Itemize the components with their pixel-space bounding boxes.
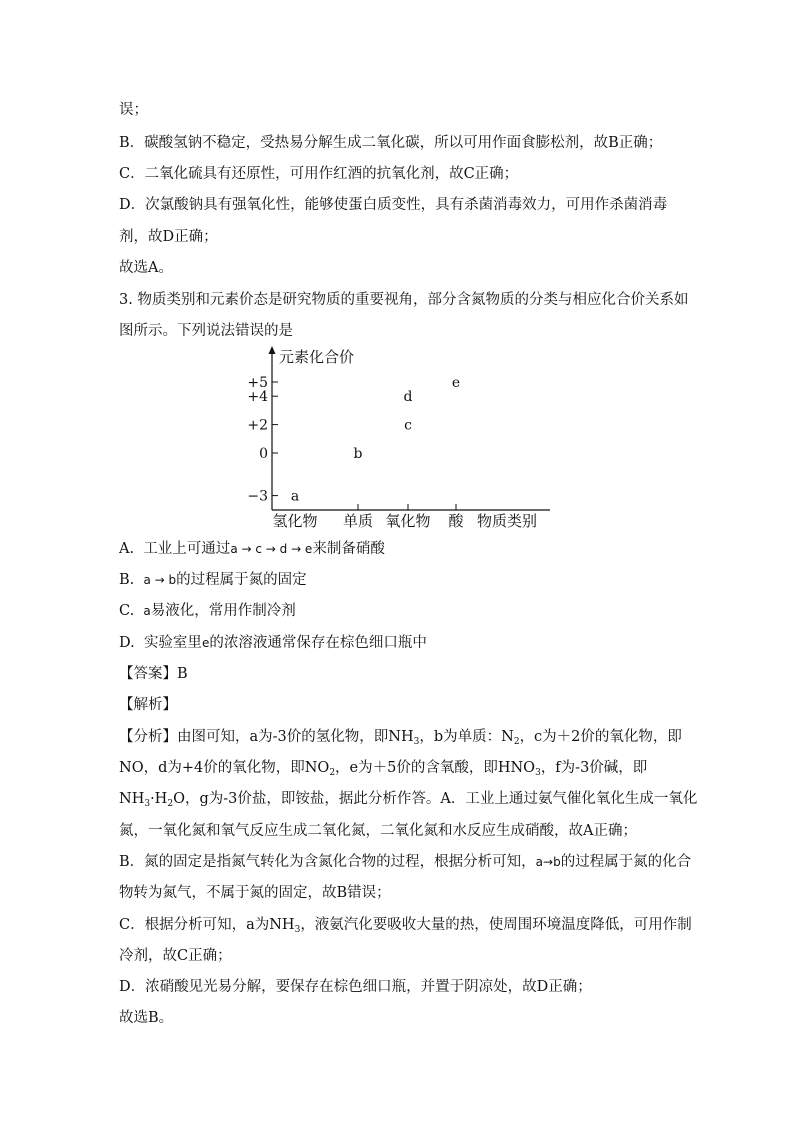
subscript: 2 [329, 768, 336, 778]
text-line: B．碳酸氢钠不稳定，受热易分解生成二氧化碳，所以可用作面食膨松剂，故B正确； [119, 135, 663, 151]
option-variable: a [143, 604, 151, 618]
analysis-text: NO，d为+4价的氧化物，即NO [119, 760, 330, 776]
text-line: 误； [119, 102, 148, 118]
subscript: 3 [413, 737, 420, 747]
y-tick-label: 0 [259, 446, 268, 462]
question-stem: 3. 物质类别和元素价态是研究物质的重要视角，部分含氮物质的分类与相应化合价关系如 [119, 292, 689, 308]
option-c [119, 601, 296, 621]
answer-line: 【答案】B [119, 666, 188, 682]
analysis-text: O，g为-3价盐，即铵盐，据此分析作答。A．工业上通过氨气催化氧化生成一氧化 [173, 791, 698, 807]
analysis-sequence: a→b [535, 855, 561, 869]
option-text: 的浓溶液通常保存在棕色细口瓶中 [209, 635, 427, 651]
subscript: 3 [144, 799, 151, 809]
analysis-text: C．根据分析可知，a为NH [119, 917, 295, 933]
data-point-c: c [404, 417, 412, 434]
subscript: 2 [167, 799, 174, 809]
analysis-text: ，e为＋5价的含氧酸，即HNO [335, 760, 536, 776]
option-text: 易液化，常用作制冷剂 [150, 603, 296, 619]
text-line: D．次氯酸钠具有强氧化性，能够使蛋白质变性，具有杀菌消毒效力，可用作杀菌消毒 [119, 197, 668, 213]
option-sequence: a → b [143, 573, 177, 587]
x-axis-label: 物质类别 [477, 512, 538, 530]
option-text: 实验室里 [143, 635, 202, 651]
text-line: 故选A。 [119, 260, 173, 276]
option-text: 工业上可通过 [143, 541, 231, 557]
option-label: B. [119, 572, 135, 588]
data-point-e: e [451, 375, 461, 391]
x-tick-label: 氧化物 [385, 512, 431, 530]
question-stem-cont: 图所示。下列说法错误的是 [119, 323, 293, 339]
analysis-label: 【分析】 [119, 729, 177, 745]
subscript: 2 [513, 737, 520, 747]
x-tick-label: 酸 [448, 512, 464, 530]
option-text: 来制备硝酸 [312, 541, 385, 557]
data-point-d: d [403, 389, 413, 406]
text-line: 剂，故D正确； [119, 229, 218, 245]
analysis-text: ，c为＋2价的氧化物，即 [519, 729, 682, 745]
subscript: 3 [294, 925, 301, 935]
option-b [119, 570, 307, 590]
option-label: A. [119, 541, 135, 557]
analysis-text: ，液氨汽化要吸收大量的热，使周围环境温度降低，可用作制 [300, 917, 692, 933]
option-text: 的过程属于氮的固定 [176, 572, 307, 588]
y-axis-label: 元素化合价 [279, 348, 355, 366]
subscript: 3 [535, 768, 541, 778]
option-variable: e [201, 636, 210, 650]
text-line: C．二氧化硫具有还原性，可用作红酒的抗氧化剂，故C正确； [119, 166, 519, 182]
analysis-line: 冷剂，故C正确； [119, 948, 232, 964]
option-label: C. [119, 603, 135, 619]
data-point-b: b [353, 446, 363, 462]
y-axis-arrow [269, 346, 276, 354]
analysis-line [119, 727, 682, 747]
x-tick-label: 氢化物 [272, 512, 318, 530]
y-tick-label: +2 [247, 417, 268, 434]
x-tick-label: 单质 [342, 512, 374, 530]
valence-chart [240, 340, 560, 532]
analysis-text: 由图可知，a为-3价的氢化物，即NH [177, 729, 414, 745]
analysis-line: 氮，一氧化氮和氧气反应生成二氧化氮，二氧化氮和水反应生成硝酸，故A正确； [119, 823, 637, 839]
analysis-line [119, 915, 692, 935]
analysis-line [119, 852, 691, 872]
analysis-line: D．浓硝酸见光易分解，要保存在棕色细口瓶，并置于阴凉处，故D正确； [119, 979, 592, 995]
y-tick-label: −3 [247, 488, 268, 505]
analysis-text: B．氮的固定是指氮气转化为含氮化合物的过程，根据分析可知， [119, 854, 536, 870]
analysis-line: 故选B。 [119, 1010, 174, 1026]
option-d [119, 633, 427, 653]
analysis-heading: 【解析】 [119, 697, 177, 713]
analysis-text: ，f为-3价碱，即 [540, 760, 648, 776]
analysis-text: 的过程属于氮的化合 [560, 854, 692, 870]
option-sequence: a → c → d → e [230, 542, 313, 556]
analysis-text: ，b为单质：N [419, 729, 514, 745]
option-a [119, 539, 385, 559]
option-label: D. [119, 635, 135, 651]
data-point-a: a [290, 488, 300, 505]
y-tick-label: +4 [247, 389, 268, 406]
analysis-text: ·H [150, 791, 168, 807]
analysis-line: 物转为氮气，不属于氮的固定，故B错误； [119, 885, 391, 901]
analysis-line [119, 758, 647, 778]
analysis-line [119, 789, 697, 809]
analysis-text: NH [119, 791, 145, 807]
y-tick-label: +5 [247, 375, 268, 391]
